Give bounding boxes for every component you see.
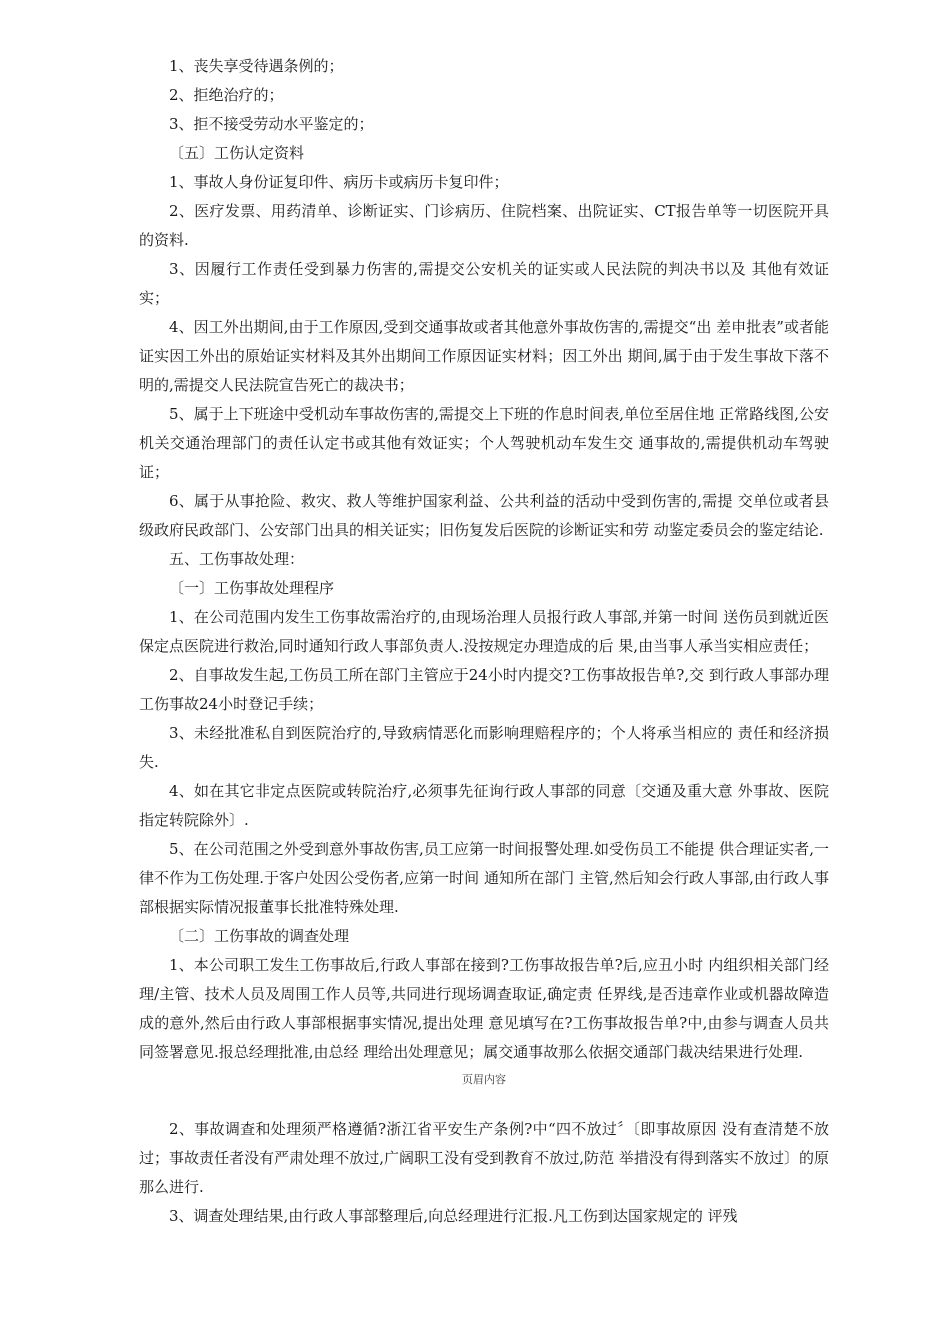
section-heading: 〔五〕工伤认定资料 [169,144,305,162]
paragraph: 3、拒不接受劳动水平鉴定的； [169,115,374,133]
page-footer-label: 页眉内容 [462,1073,506,1086]
paragraph: 4、如在其它非定点医院或转院治疗,必须事先征询行政人事部的同意〔交通及重大意 外事故、医院指定转院除外〕. [139,782,829,829]
paragraph: 2、医疗发票、用药清单、诊断证实、门诊病历、住院档案、出院证实、CT报告单等一切医院开具的资料. [139,202,829,249]
paragraph: 4、因工外出期间,由于工作原因,受到交通事故或者其他意外事故伤害的,需提交“出 差申批表”或者能证实因工外出的原始证实材料及其外出期间工作原因证实材料；因工外出 期间,属于由于发生事故下落不明的,需提交人民法院宣告死亡的裁决书； [139,318,829,394]
paragraph: 1、事故人身份证复印件、病历卡或病历卡复印件； [169,173,509,191]
section-heading: 〔二〕工伤事故的调查处理 [169,927,350,945]
paragraph: 5、属于上下班途中受机动车事故伤害的,需提交上下班的作息时间表,单位至居住地 正常路线图,公安机关交通治理部门的责任认定书或其他有效证实；个人驾驶机动车发生交 通事故的,需提供机动车驾驶证； [139,405,829,481]
section-heading: 〔一〕工伤事故处理程序 [169,579,335,597]
paragraph: 5、在公司范围之外受到意外事故伤害,员工应第一时间报警处理.如受伤员工不能提 供合理证实者,一律不作为工伤处理.于客户处因公受伤者,应第一时间 通知所在部门 主管,然后知会行政人事部,由行政人事部根据实际情况报董事长批准特殊处理. [139,840,829,916]
paragraph: 1、本公司职工发生工伤事故后,行政人事部在接到?工伤事故报告单?后,应丑小时 内组织相关部门经理/主管、技术人员及周围工作人员等,共同进行现场调查取证,确定责 任界线,是否违章作业或机器故障造成的意外,然后由行政人事部根据事实情况,提出处理 意见填写在?工伤事故报告单?中,由参与调查人员共同签署意见.报总经理批准,由总经 理给出处理意见；属交通事故那么依据交通部门裁决结果进行处理. [139,956,829,1061]
paragraph: 3、未经批准私自到医院治疗的,导致病情恶化而影响理赔程序的；个人将承当相应的 责任和经济损失. [139,724,829,771]
paragraph: 3、调查处理结果,由行政人事部整理后,向总经理进行汇报.凡工伤到达国家规定的 评残 [169,1207,738,1225]
paragraph: 2、自事故发生起,工伤员工所在部门主管应于24小时内提交?工伤事故报告单?,交 到行政人事部办理工伤事故24小时登记手续； [139,666,829,713]
paragraph: 2、事故调查和处理须严格遵循?浙江省平安生产条例?中“四不放过〞〔即事故原因 没有查清楚不放过；事故责任者没有严肃处理不放过,广阔职工没有受到教育不放过,防范 举措没有得到落实不放过〕的原那么进行. [139,1120,829,1196]
paragraph: 6、属于从事抢险、救灾、救人等维护国家利益、公共利益的活动中受到伤害的,需提 交单位或者县级政府民政部门、公安部门出具的相关证实；旧伤复发后医院的诊断证实和劳 动鉴定委员会的鉴定结论. [139,492,829,539]
section-heading: 五、工伤事故处理： [169,550,305,568]
paragraph: 1、丧失享受待遇条例的； [169,57,344,75]
paragraph: 3、因履行工作责任受到暴力伤害的,需提交公安机关的证实或人民法院的判决书以及 其他有效证实； [139,260,829,307]
document-page [139,52,829,1231]
paragraph: 2、拒绝治疗的； [169,86,284,104]
paragraph: 1、在公司范围内发生工伤事故需治疗的,由现场治理人员报行政人事部,并第一时间 送伤员到就近医保定点医院进行救治,同时通知行政人事部负责人.没按规定办理造成的后 果,由当事人承当实相应责任； [139,608,829,655]
